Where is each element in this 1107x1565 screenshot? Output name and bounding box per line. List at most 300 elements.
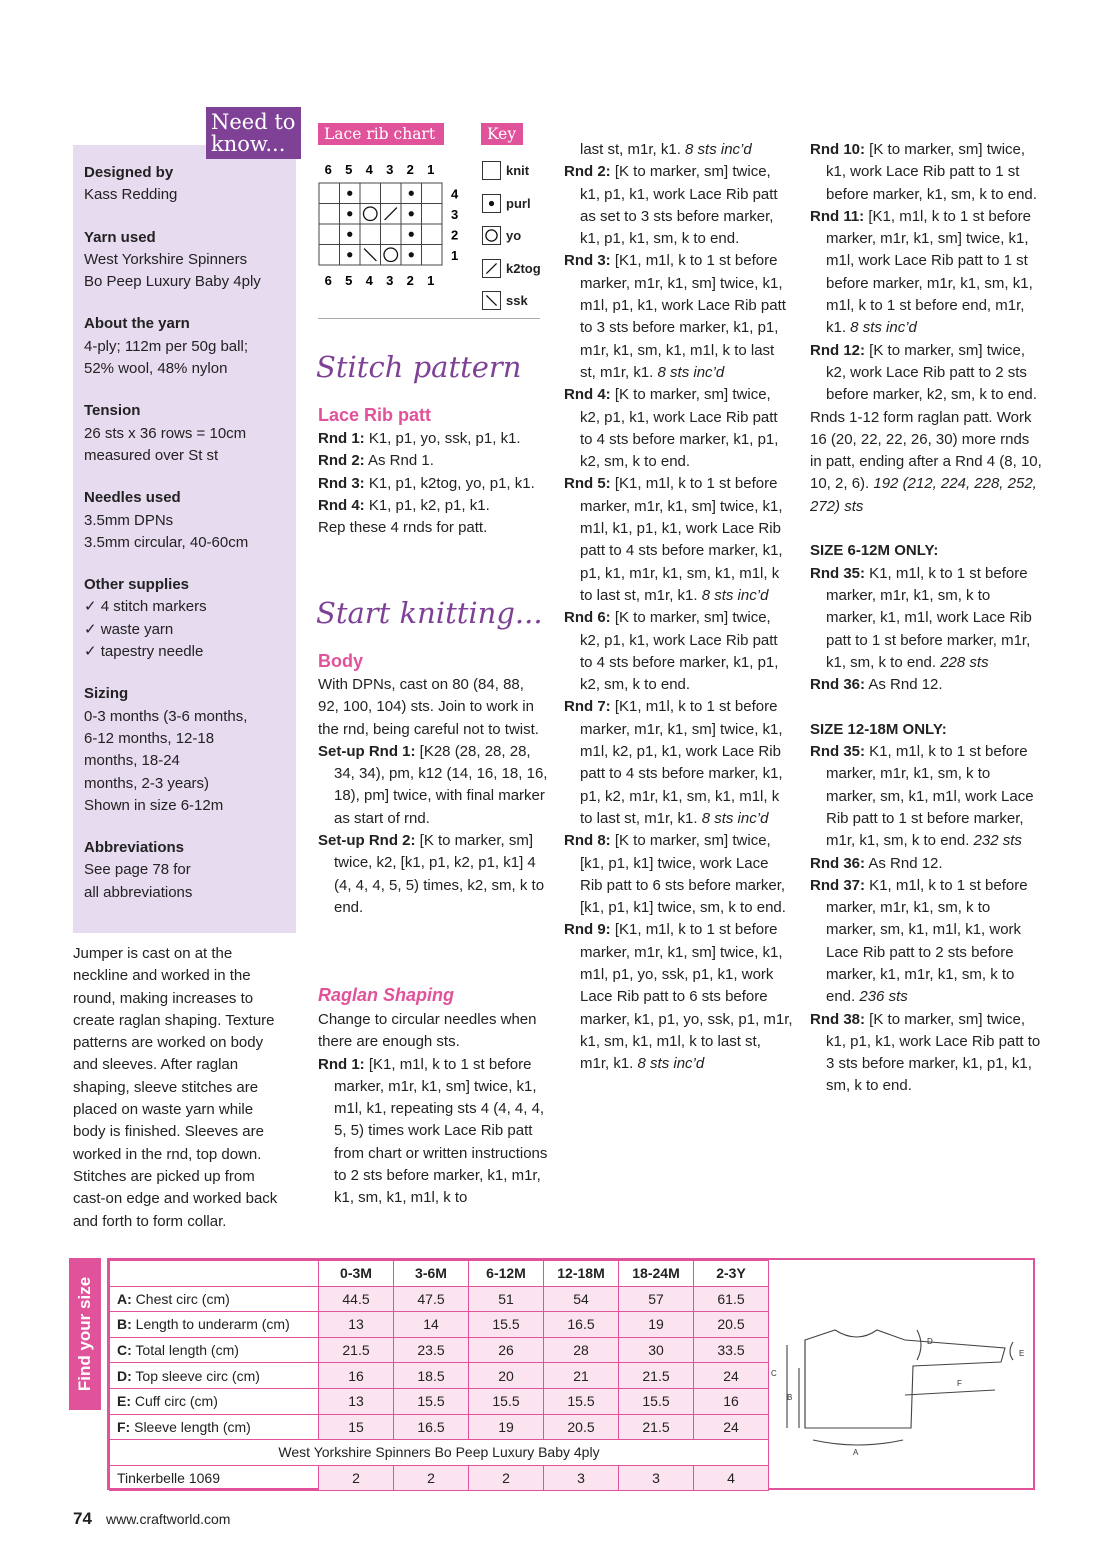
yarn-name: West Yorkshire Spinners Bo Peep Luxury Baby 4ply xyxy=(110,1440,769,1466)
page-number: 74 xyxy=(73,1509,92,1528)
measurement-row xyxy=(110,1312,769,1338)
info-line: all abbreviations xyxy=(84,883,193,901)
key-label: knit xyxy=(506,163,530,178)
ball-count: 2 xyxy=(319,1465,394,1491)
instruction-para xyxy=(318,674,548,741)
instruction-text: [K to marker, sm] twice, k1, work Lace Rib patt to 1 st before marker, k1, sm, k to end. xyxy=(826,141,1037,203)
measurement-value: 47.5 xyxy=(394,1286,469,1312)
purl-icon xyxy=(409,232,414,237)
chart-title: Lace rib chart xyxy=(318,123,444,145)
instruction-para xyxy=(564,384,794,473)
instruction-text: As Rnd 12. xyxy=(865,854,943,872)
info-title: Other supplies xyxy=(84,576,190,594)
purl-icon xyxy=(489,200,494,205)
instruction-para xyxy=(318,830,548,919)
chart-row-label: 1 xyxy=(451,247,459,263)
chart-cell xyxy=(422,183,443,204)
info-line: 4-ply; 112m per 50g ball; xyxy=(84,337,248,355)
chart-col-label: 6 xyxy=(324,162,332,177)
find-your-size-tab xyxy=(69,1258,101,1410)
instruction-text: K1, p1, k2tog, yo, p1, k1. xyxy=(364,474,535,492)
instruction-para xyxy=(810,1009,1042,1098)
instruction-text: [K1, m1l, k to 1 st before marker, m1r, k1, sm] twice, k1, m1l, p1, k1, work Lace Rib patt to 3 sts before marker, k1, p1, m1r, k1, sm, k1, m1l, k to last st, m1r, k1. xyxy=(580,252,786,381)
round-label: Rnd 7: xyxy=(564,698,611,716)
instruction-para xyxy=(810,741,1042,852)
measurement-label xyxy=(110,1312,319,1338)
measurement-letter: C: xyxy=(117,1342,132,1359)
instruction-text: K1, m1l, k to 1 st before marker, m1r, k1, sm, k to marker, k1, m1l, work Lace Rib patt to 1 st before marker, m1r, k1, sm, k to end. xyxy=(826,564,1032,671)
key-swatch xyxy=(482,226,501,245)
key-label: k2tog xyxy=(506,260,541,276)
size-header: 3-6M xyxy=(394,1261,469,1287)
stitch-count: 8 sts inc’d xyxy=(633,1055,705,1073)
size-header: 18-24M xyxy=(619,1261,694,1287)
chart-col-label: 6 xyxy=(324,273,332,288)
key-item xyxy=(482,160,562,181)
measurement-value: 13 xyxy=(319,1312,394,1338)
instruction-text: Rep these 4 rnds for patt. xyxy=(318,519,488,537)
measurement-value: 14 xyxy=(394,1312,469,1338)
instruction-para xyxy=(318,450,548,472)
chart-col-label: 2 xyxy=(406,162,414,177)
round-label: Rnd 4: xyxy=(318,496,365,514)
chart-cell xyxy=(319,183,340,204)
info-title: About the yarn xyxy=(84,315,190,333)
measurement-value: 20.5 xyxy=(694,1312,769,1338)
size-header-row xyxy=(110,1261,769,1287)
round-label: Rnd 36: xyxy=(810,854,866,872)
intro-line: placed on waste yarn while xyxy=(73,1101,254,1119)
key-item xyxy=(482,290,562,311)
round-label: Rnd 1: xyxy=(318,1055,365,1073)
measurement-letter: B: xyxy=(117,1316,132,1333)
purl-icon xyxy=(347,232,352,237)
info-line: 26 sts x 36 rows = 10cm xyxy=(84,424,247,442)
info-line: 3.5mm DPNs xyxy=(84,511,174,529)
measurement-value: 13 xyxy=(319,1388,394,1414)
key-label: ssk xyxy=(506,293,528,308)
round-label: Rnd 35: xyxy=(810,743,866,761)
intro-line: patterns are worked on body xyxy=(73,1034,264,1052)
intro-line: body is finished. Sleeves are xyxy=(73,1123,264,1141)
round-label: Rnd 5: xyxy=(564,475,611,493)
stitch-count: 8 sts inc’d xyxy=(697,586,769,604)
instruction-para xyxy=(810,875,1042,1009)
instruction-para xyxy=(564,830,794,919)
info-line: ✓ 4 stitch markers xyxy=(84,598,207,616)
info-line: Kass Redding xyxy=(84,186,178,204)
diagram-label: E xyxy=(1019,1349,1025,1358)
size-header: 12-18M xyxy=(544,1261,619,1287)
info-line: West Yorkshire Spinners xyxy=(84,250,248,268)
stitch-count: 192 (212, 224, 228, 252, 272) sts xyxy=(810,475,1037,515)
intro-line: and sleeves. After raglan xyxy=(73,1056,239,1074)
instruction-text: K1, m1l, k to 1 st before marker, m1r, k1, sm, k to marker, sm, k1, m1l, work Lace Rib patt to 1 st before marker, m1r, k1, sm, k to end. xyxy=(826,743,1034,850)
ball-count: 2 xyxy=(469,1465,544,1491)
instruction-text: As Rnd 1. xyxy=(364,452,434,470)
round-label: SIZE 12-18M ONLY: xyxy=(810,720,947,738)
info-line: ✓ tapestry needle xyxy=(84,643,204,661)
measurement-value: 57 xyxy=(619,1286,694,1312)
measurement-letter: A: xyxy=(117,1290,132,1307)
intro-line: Stitches are picked up from xyxy=(73,1167,255,1185)
instruction-para xyxy=(810,853,1042,875)
info-line: measured over St st xyxy=(84,446,219,464)
ssk-icon xyxy=(486,295,496,305)
measurement-letter: F: xyxy=(117,1418,131,1435)
instruction-para xyxy=(318,517,548,539)
chart-cell xyxy=(422,245,443,266)
instruction-para xyxy=(810,563,1042,674)
round-label: Rnd 4: xyxy=(564,386,611,404)
chart-cell xyxy=(319,224,340,245)
instruction-para xyxy=(564,919,794,1075)
instruction-text: As Rnd 12. xyxy=(865,676,943,694)
measurement-value: 20 xyxy=(469,1363,544,1389)
measurement-label xyxy=(110,1414,319,1440)
key-label: purl xyxy=(506,195,531,211)
side-label: Find your size xyxy=(75,1276,94,1392)
badge-line: Need to xyxy=(211,110,296,134)
instruction-text: Rnds 1-12 form raglan patt. Work 16 (20, 22, 22, 26, 30) more rnds in patt, ending after a Rnd 4 (8, 10, 10, 2, 6). xyxy=(810,408,1042,493)
round-label: Rnd 2: xyxy=(564,163,611,181)
instructions-column-4 xyxy=(810,139,1042,1098)
spacer xyxy=(810,518,1042,540)
measurement-value: 51 xyxy=(469,1286,544,1312)
yo-icon xyxy=(486,230,497,241)
info-line: Shown in size 6-12m xyxy=(84,796,224,814)
info-item xyxy=(84,837,289,904)
instruction-para xyxy=(564,473,794,607)
key-swatch xyxy=(482,259,501,278)
info-line: Bo Peep Luxury Baby 4ply xyxy=(84,273,261,291)
diagram-label: F xyxy=(957,1379,962,1388)
spacer xyxy=(810,696,1042,718)
chart-cell xyxy=(360,224,381,245)
info-item xyxy=(84,574,289,663)
purl-icon xyxy=(347,252,352,257)
chart-col-label: 1 xyxy=(427,162,435,177)
header-blank xyxy=(110,1261,319,1287)
ball-count: 4 xyxy=(694,1465,769,1491)
lace-rib-heading: Lace Rib patt xyxy=(318,405,432,425)
measurement-value: 15 xyxy=(319,1414,394,1440)
round-label: SIZE 6-12M ONLY: xyxy=(810,542,939,560)
key-swatch xyxy=(482,291,501,310)
round-label: Rnd 2: xyxy=(318,452,365,470)
info-item xyxy=(84,227,289,294)
instruction-text: [K1, m1l, k to 1 st before marker, m1r, k1, sm] twice, k1, m1l, k1, p1, k1, work Lace Rib patt to 4 sts before marker, k1, p1, k1, m1r, k1, sm, k1, m1l, k to last st, m1r, k1. xyxy=(580,475,783,604)
k2tog-symbol-icon xyxy=(483,260,500,277)
website: www.craftworld.com xyxy=(106,1511,231,1527)
intro-line: shaping, sleeve stitches are xyxy=(73,1078,259,1096)
chart-col-label: 5 xyxy=(345,162,353,177)
dim-line-f xyxy=(905,1390,995,1395)
info-item xyxy=(84,162,289,207)
instruction-para xyxy=(318,1054,548,1210)
round-label: Rnd 3: xyxy=(318,474,365,492)
intro-paragraph xyxy=(73,943,298,1233)
stitch-count: 8 sts inc’d xyxy=(697,809,769,827)
measurement-row xyxy=(110,1388,769,1414)
info-line: 3.5mm circular, 40-60cm xyxy=(84,533,249,551)
purl-icon xyxy=(409,191,414,196)
stitch-count: 8 sts inc’d xyxy=(680,141,752,158)
instruction-text: K1, p1, k2, p1, k1. xyxy=(364,496,490,514)
knit-symbol-icon xyxy=(483,162,500,179)
measurement-label xyxy=(110,1388,319,1414)
measurement-name: Cuff circ (cm) xyxy=(131,1393,218,1410)
instruction-text: [K to marker, sm] twice, k1, p1, k1, work Lace Rib patt as set to 3 sts before marker, k1, p1, k1, sm, k to end. xyxy=(580,163,778,248)
need-to-know-badge xyxy=(206,107,301,159)
size-table xyxy=(109,1260,769,1491)
instruction-para xyxy=(318,428,548,450)
info-title: Sizing xyxy=(84,685,129,703)
instruction-para xyxy=(564,161,794,250)
diagram-label: A xyxy=(853,1448,859,1457)
info-item xyxy=(84,400,289,467)
round-label: Rnd 38: xyxy=(810,1010,866,1028)
key-swatch xyxy=(482,194,501,213)
intro-line: round, making increases to xyxy=(73,989,254,1007)
measurement-value: 54 xyxy=(544,1286,619,1312)
raglan-instructions xyxy=(318,1009,548,1210)
round-label: Rnd 8: xyxy=(564,832,611,850)
measurement-name: Total length (cm) xyxy=(131,1342,239,1359)
measurement-value: 15.5 xyxy=(544,1388,619,1414)
key-swatch xyxy=(482,161,501,180)
info-item xyxy=(84,313,289,380)
instruction-text: [K1, m1l, k to 1 st before marker, m1r, k1, sm] twice, k1, m1l, k2, p1, k1, work Lace Rib patt to 4 sts before marker, k1, p1, k2, m1r, k1, sm, k1, m1l, k to last st, m1r, k1. xyxy=(580,698,783,827)
intro-line: neckline and worked in the xyxy=(73,967,251,985)
measurement-value: 16 xyxy=(694,1388,769,1414)
purl-icon xyxy=(347,211,352,216)
ssk-symbol-icon xyxy=(483,292,500,309)
measurement-value: 15.5 xyxy=(469,1388,544,1414)
instruction-para xyxy=(810,719,1042,741)
intro-line: and forth to form collar. xyxy=(73,1212,227,1230)
measurement-value: 23.5 xyxy=(394,1337,469,1363)
body-heading: Body xyxy=(318,651,363,671)
instruction-text: [K28 (28, 28, 28, 34, 34), pm, k12 (14, 16, 18, 16, 18), pm] twice, with final marker as start of rnd. xyxy=(334,742,548,827)
instruction-para xyxy=(810,540,1042,562)
instruction-para xyxy=(318,1009,548,1054)
info-line: ✓ waste yarn xyxy=(84,620,174,638)
dim-line-a xyxy=(813,1440,903,1445)
info-title: Yarn used xyxy=(84,228,156,246)
ball-count: 3 xyxy=(619,1465,694,1491)
key-item xyxy=(482,225,562,246)
instruction-para xyxy=(318,473,548,495)
instruction-text: [K to marker, sm] twice, k2, [k1, p1, k2, p1, k1] 4 (4, 4, 4, 5, 5) times, k2, sm, k to end. xyxy=(334,832,545,916)
size-header: 2-3Y xyxy=(694,1261,769,1287)
instruction-para xyxy=(564,607,794,696)
instruction-para xyxy=(564,696,794,830)
key-item xyxy=(482,258,562,279)
instruction-para xyxy=(810,674,1042,696)
instructions-column-3 xyxy=(564,139,794,1075)
jumper-diagram xyxy=(765,1300,1035,1480)
chart-col-label: 2 xyxy=(406,273,414,288)
round-label: Rnd 1: xyxy=(318,430,365,447)
purl-icon xyxy=(347,191,352,196)
badge-line: know... xyxy=(211,132,286,156)
measurement-letter: D: xyxy=(117,1367,132,1384)
info-title: Tension xyxy=(84,402,141,420)
instruction-para xyxy=(318,495,548,517)
measurement-row xyxy=(110,1363,769,1389)
info-title: Designed by xyxy=(84,164,174,181)
stitch-count: 236 sts xyxy=(855,988,908,1006)
chart-cell xyxy=(381,183,402,204)
round-label: Rnd 36: xyxy=(810,676,866,694)
info-item xyxy=(84,683,289,817)
instruction-para xyxy=(810,206,1042,340)
purl-icon xyxy=(409,252,414,257)
key-label: yo xyxy=(506,228,522,243)
intro-line: Jumper is cast on at the xyxy=(73,945,233,962)
measurement-label xyxy=(110,1337,319,1363)
measurement-value: 21.5 xyxy=(619,1363,694,1389)
divider xyxy=(318,318,540,319)
chart-cell xyxy=(422,204,443,225)
measurement-value: 20.5 xyxy=(544,1414,619,1440)
ball-count: 3 xyxy=(544,1465,619,1491)
yo-symbol-icon xyxy=(483,227,500,244)
measurement-letter: E: xyxy=(117,1393,131,1410)
measurement-value: 30 xyxy=(619,1337,694,1363)
chart-cell xyxy=(319,204,340,225)
measurement-value: 21.5 xyxy=(319,1337,394,1363)
chart-col-label: 1 xyxy=(427,273,435,288)
instruction-para xyxy=(564,250,794,384)
chart-key xyxy=(482,160,562,323)
body-instructions xyxy=(318,674,548,919)
instruction-para xyxy=(810,340,1042,407)
ball-count: 2 xyxy=(394,1465,469,1491)
round-label: Rnd 10: xyxy=(810,141,866,158)
instruction-para xyxy=(810,139,1042,206)
stitch-count: 228 sts xyxy=(936,653,989,671)
info-line: 52% wool, 48% nylon xyxy=(84,360,228,378)
instruction-text: With DPNs, cast on 80 (84, 88, 92, 100, 104) sts. Join to work in the rnd, being careful not to twist. xyxy=(318,676,539,738)
measurement-value: 33.5 xyxy=(694,1337,769,1363)
key-title: Key xyxy=(481,123,523,145)
stitch-count: 232 sts xyxy=(969,832,1022,850)
measurement-value: 28 xyxy=(544,1337,619,1363)
measurement-value: 15.5 xyxy=(619,1388,694,1414)
size-header: 6-12M xyxy=(469,1261,544,1287)
k2tog-icon xyxy=(486,263,496,273)
measurement-label xyxy=(110,1363,319,1389)
chart-cell xyxy=(422,224,443,245)
diagram-label: B xyxy=(787,1393,793,1402)
colour-name: Tinkerbelle 1069 xyxy=(110,1465,319,1491)
measurement-row xyxy=(110,1337,769,1363)
size-header: 0-3M xyxy=(319,1261,394,1287)
chart-col-label: 4 xyxy=(365,273,373,288)
instruction-text: [K to marker, sm] twice, k2, work Lace Rib patt to 2 sts before marker, k2, sm, k to end. xyxy=(826,341,1037,404)
chart-row-label: 4 xyxy=(451,186,459,202)
intro-line: create raglan shaping. Texture xyxy=(73,1011,275,1029)
chart-cell xyxy=(360,183,381,204)
chart-cell xyxy=(381,224,402,245)
round-label: Rnd 35: xyxy=(810,564,866,582)
measurement-value: 18.5 xyxy=(394,1363,469,1389)
instruction-text: [K to marker, sm] twice, k2, p1, k1, work Lace Rib patt to 4 sts before marker, k1, p1, k2, sm, k to end. xyxy=(580,386,779,471)
instruction-text: [K1, m1l, k to 1 st before marker, m1r, k1, sm] twice, k1, m1l, k1, repeating sts 4 (4, 4, 4, 5, 5) times work Lace Rib patt from chart or written instructions to 2 sts before marker, k1, m1r, k1, sm, k1, m1l, k to xyxy=(334,1055,548,1207)
key-item xyxy=(482,193,562,214)
measurement-label xyxy=(110,1286,319,1312)
round-label: Rnd 9: xyxy=(564,921,611,939)
jumper-outline xyxy=(805,1330,1005,1428)
instruction-text: [K to marker, sm] twice, k1, p1, k1, work Lace Rib patt to 3 sts before marker, k1, p1, k1, sm, k to end. xyxy=(826,1010,1041,1095)
diagram-label: C xyxy=(771,1369,777,1378)
measurement-value: 16 xyxy=(319,1363,394,1389)
measurement-value: 16.5 xyxy=(394,1414,469,1440)
round-label: Rnd 3: xyxy=(564,252,611,270)
instruction-text: K1, m1l, k to 1 st before marker, m1r, k1, sm, k to marker, sm, k1, m1l, k1, work Lace Rib patt to 2 sts before marker, k1, m1r, k1, sm, k to end. xyxy=(826,876,1028,1006)
measurement-value: 24 xyxy=(694,1363,769,1389)
info-title: Abbreviations xyxy=(84,839,185,857)
measurement-value: 16.5 xyxy=(544,1312,619,1338)
measurement-value: 44.5 xyxy=(319,1286,394,1312)
measurement-name: Top sleeve circ (cm) xyxy=(131,1367,260,1384)
round-label: Set-up Rnd 2: xyxy=(318,832,416,850)
instruction-text: [K1, m1l, k to 1 st before marker, m1r, k1, sm] twice, k1, m1l, p1, yo, ssk, p1, k1, work Lace Rib patt to 6 sts before marker, k1, p1, yo, ssk, p1, m1r, k1, sm, k1, m1l, k to last st, m1r, k1. xyxy=(580,921,793,1073)
intro-line: worked in the rnd, top down. xyxy=(73,1145,262,1163)
measurement-value: 15.5 xyxy=(469,1312,544,1338)
instruction-text: Change to circular needles when there are enough sts. xyxy=(318,1011,537,1051)
info-line: 0-3 months (3-6 months, xyxy=(84,707,248,725)
diagram-label: D xyxy=(927,1337,933,1346)
round-label: Rnd 37: xyxy=(810,876,866,894)
instruction-text: [K to marker, sm] twice, k2, p1, k1, work Lace Rib patt to 4 sts before marker, k1, p1, k2, sm, k to end. xyxy=(580,609,779,694)
purl-icon xyxy=(409,211,414,216)
instruction-text: [K to marker, sm] twice, [k1, p1, k1] twice, work Lace Rib patt to 6 sts before marker, [k1, p1, k1] twice, sm, k to end. xyxy=(580,832,786,917)
raglan-heading: Raglan Shaping xyxy=(318,985,455,1005)
measurement-value: 19 xyxy=(469,1414,544,1440)
measurement-name: Chest circ (cm) xyxy=(131,1290,230,1307)
start-knitting-heading: Start knitting... xyxy=(316,596,543,630)
purl-symbol-icon xyxy=(483,195,500,212)
round-label: Rnd 12: xyxy=(810,341,866,359)
chart-col-label: 3 xyxy=(386,273,394,288)
yarn-row xyxy=(110,1440,769,1466)
measurement-row xyxy=(110,1286,769,1312)
measurement-value: 21.5 xyxy=(619,1414,694,1440)
dim-line-e xyxy=(1010,1342,1013,1360)
need-to-know-list xyxy=(84,162,289,924)
chart-col-label: 4 xyxy=(365,162,373,177)
intro-line: cast-on edge and worked back xyxy=(73,1190,278,1208)
measurement-value: 15.5 xyxy=(394,1388,469,1414)
measurement-row xyxy=(110,1414,769,1440)
stitch-pattern-heading: Stitch pattern xyxy=(316,350,522,384)
instruction-para xyxy=(810,407,1042,518)
instruction-para xyxy=(318,741,548,830)
chart-col-label: 3 xyxy=(386,162,394,177)
stitch-count: 8 sts inc’d xyxy=(653,363,725,381)
round-label: Rnd 11: xyxy=(810,207,865,225)
info-line: months, 18-24 xyxy=(84,752,180,770)
instruction-text: [K1, m1l, k to 1 st before marker, m1r, k1, sm] twice, k1, m1l, work Lace Rib patt to 1 st before marker, m1r, k1, sm, k1, m1l, k to 1 st before end, m1r, k1. xyxy=(826,207,1033,337)
round-label: Set-up Rnd 1: xyxy=(318,742,416,760)
measurement-name: Sleeve length (cm) xyxy=(130,1418,251,1435)
round-label: Rnd 6: xyxy=(564,609,611,627)
lace-rib-instructions xyxy=(318,428,548,539)
measurement-value: 61.5 xyxy=(694,1286,769,1312)
